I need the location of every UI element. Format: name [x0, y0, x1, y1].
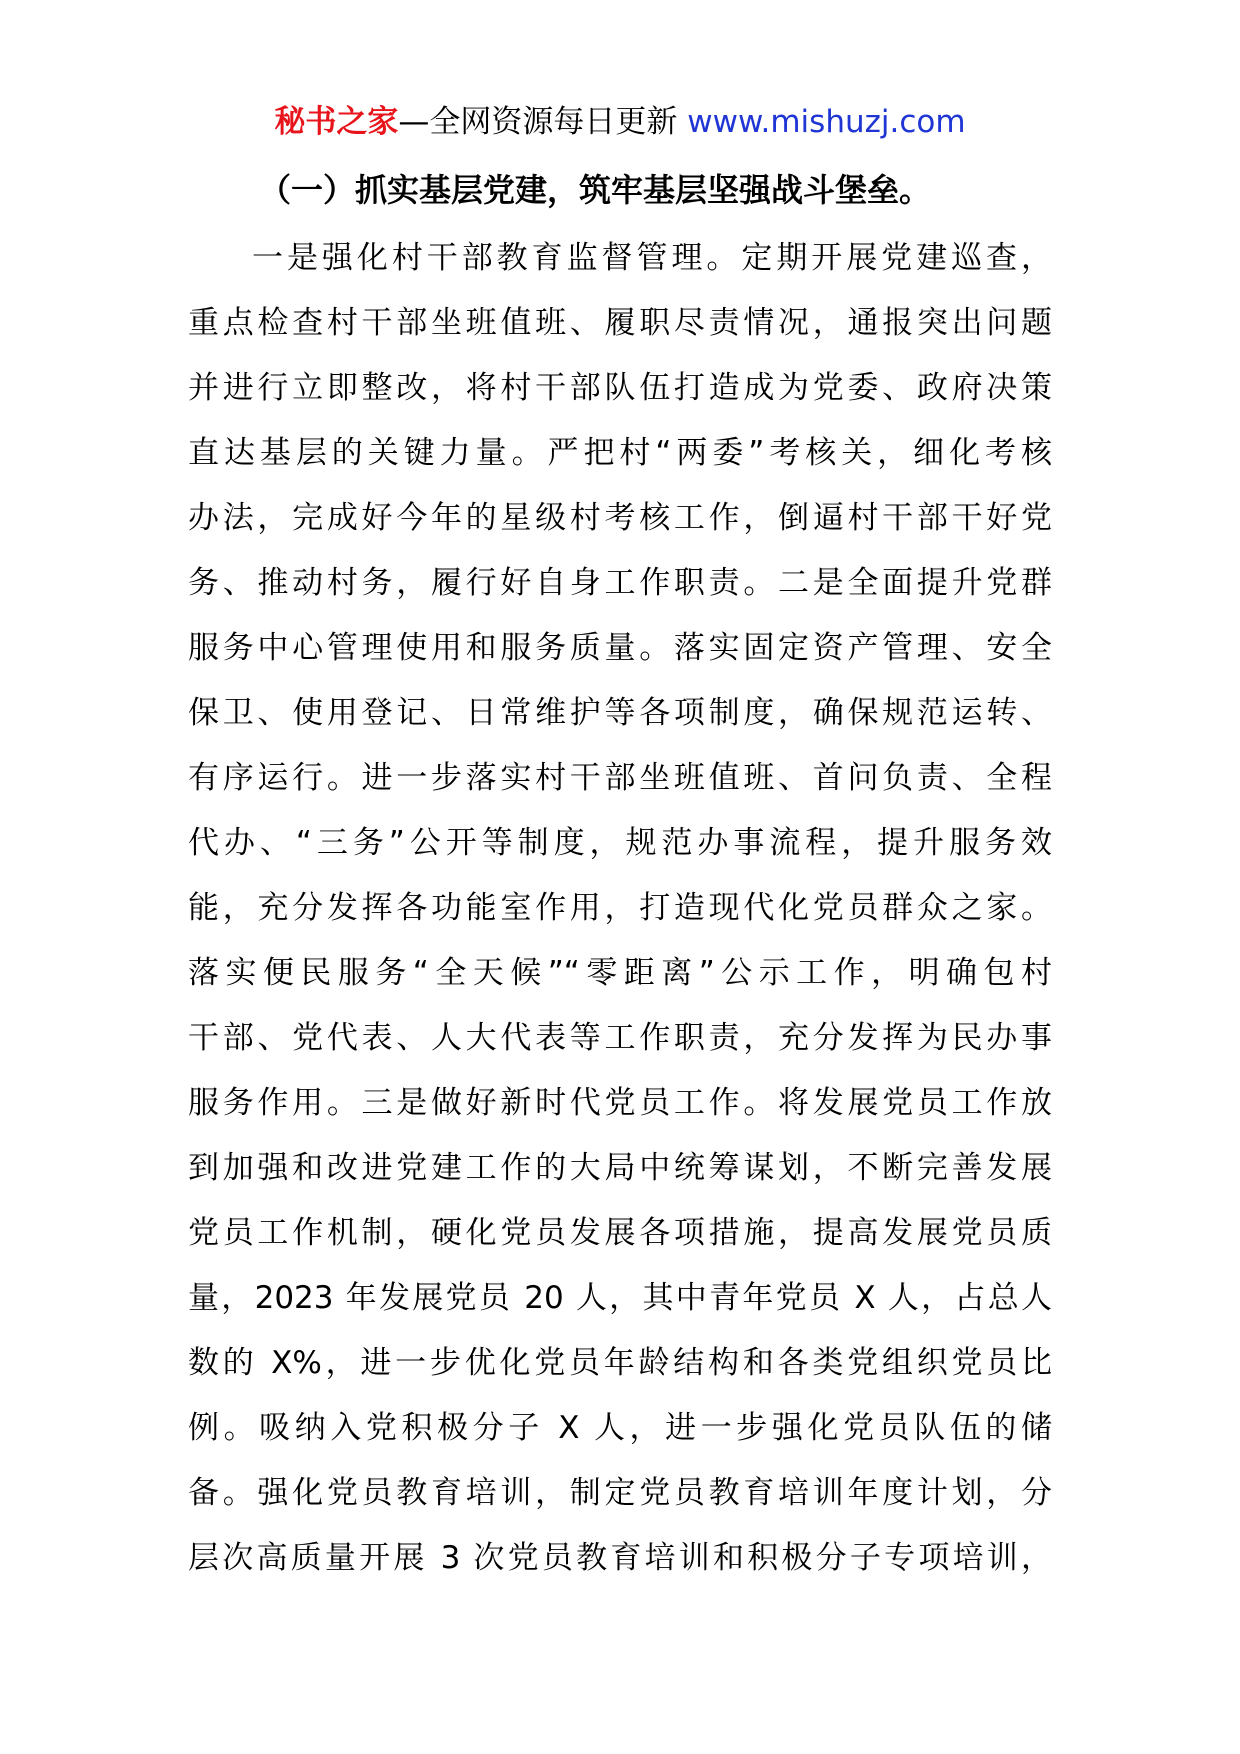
text-line: 并进行立即整改，将村干部队伍打造成为党委、政府决策 [188, 370, 1052, 406]
site-url[interactable]: www.mishuzj.com [687, 104, 966, 140]
brand-name: 秘书之家 [274, 104, 399, 140]
text-line: 有序运行。进一步落实村干部坐班值班、首问负责、全程 [188, 760, 1052, 796]
text-line: 服务作用。三是做好新时代党员工作。将发展党员工作放 [188, 1085, 1052, 1121]
text-line: 量，2023 年发展党员 20 人，其中青年党员 X 人，占总人 [188, 1280, 1052, 1316]
text-line: 服务中心管理使用和服务质量。落实固定资产管理、安全 [188, 630, 1052, 666]
text-line: 数的 X%，进一步优化党员年龄结构和各类党组织党员比 [188, 1345, 1052, 1381]
text-line: 备。强化党员教育培训，制定党员教育培训年度计划，分 [188, 1475, 1052, 1511]
text-line: 重点检查村干部坐班值班、履职尽责情况，通报突出问题 [188, 305, 1052, 341]
text-line: 办法，完成好今年的星级村考核工作，倒逼村干部干好党 [188, 500, 1052, 536]
text-line: 能，充分发挥各功能室作用，打造现代化党员群众之家。 [188, 890, 1052, 926]
text-line: 一是强化村干部教育监督管理。定期开展党建巡查， [252, 240, 1052, 276]
text-line: 保卫、使用登记、日常维护等各项制度，确保规范运转、 [188, 695, 1052, 731]
text-line: 层次高质量开展 3 次党员教育培训和积极分子专项培训， [188, 1540, 1052, 1576]
text-line: 落实便民服务“全天候”“零距离”公示工作，明确包村 [188, 955, 1052, 991]
header-tagline: —全网资源每日更新 [398, 104, 688, 140]
text-line: 到加强和改进党建工作的大局中统筹谋划，不断完善发展 [188, 1150, 1052, 1186]
text-line: 例。吸纳入党积极分子 X 人，进一步强化党员队伍的储 [188, 1410, 1052, 1446]
text-line: 务、推动村务，履行好自身工作职责。二是全面提升党群 [188, 565, 1052, 601]
document-body [188, 168, 1052, 1591]
section-heading: （一）抓实基层党建，筑牢基层坚强战斗堡垒。 [259, 171, 932, 209]
text-line: 直达基层的关键力量。严把村“两委”考核关，细化考核 [188, 435, 1052, 471]
paragraph [188, 226, 1052, 1591]
watermark-header [0, 102, 1240, 142]
text-line: 党员工作机制，硬化党员发展各项措施，提高发展党员质 [188, 1215, 1052, 1251]
text-line: 干部、党代表、人大代表等工作职责，充分发挥为民办事 [188, 1020, 1052, 1056]
text-line: 代办、“三务”公开等制度，规范办事流程，提升服务效 [188, 825, 1052, 861]
